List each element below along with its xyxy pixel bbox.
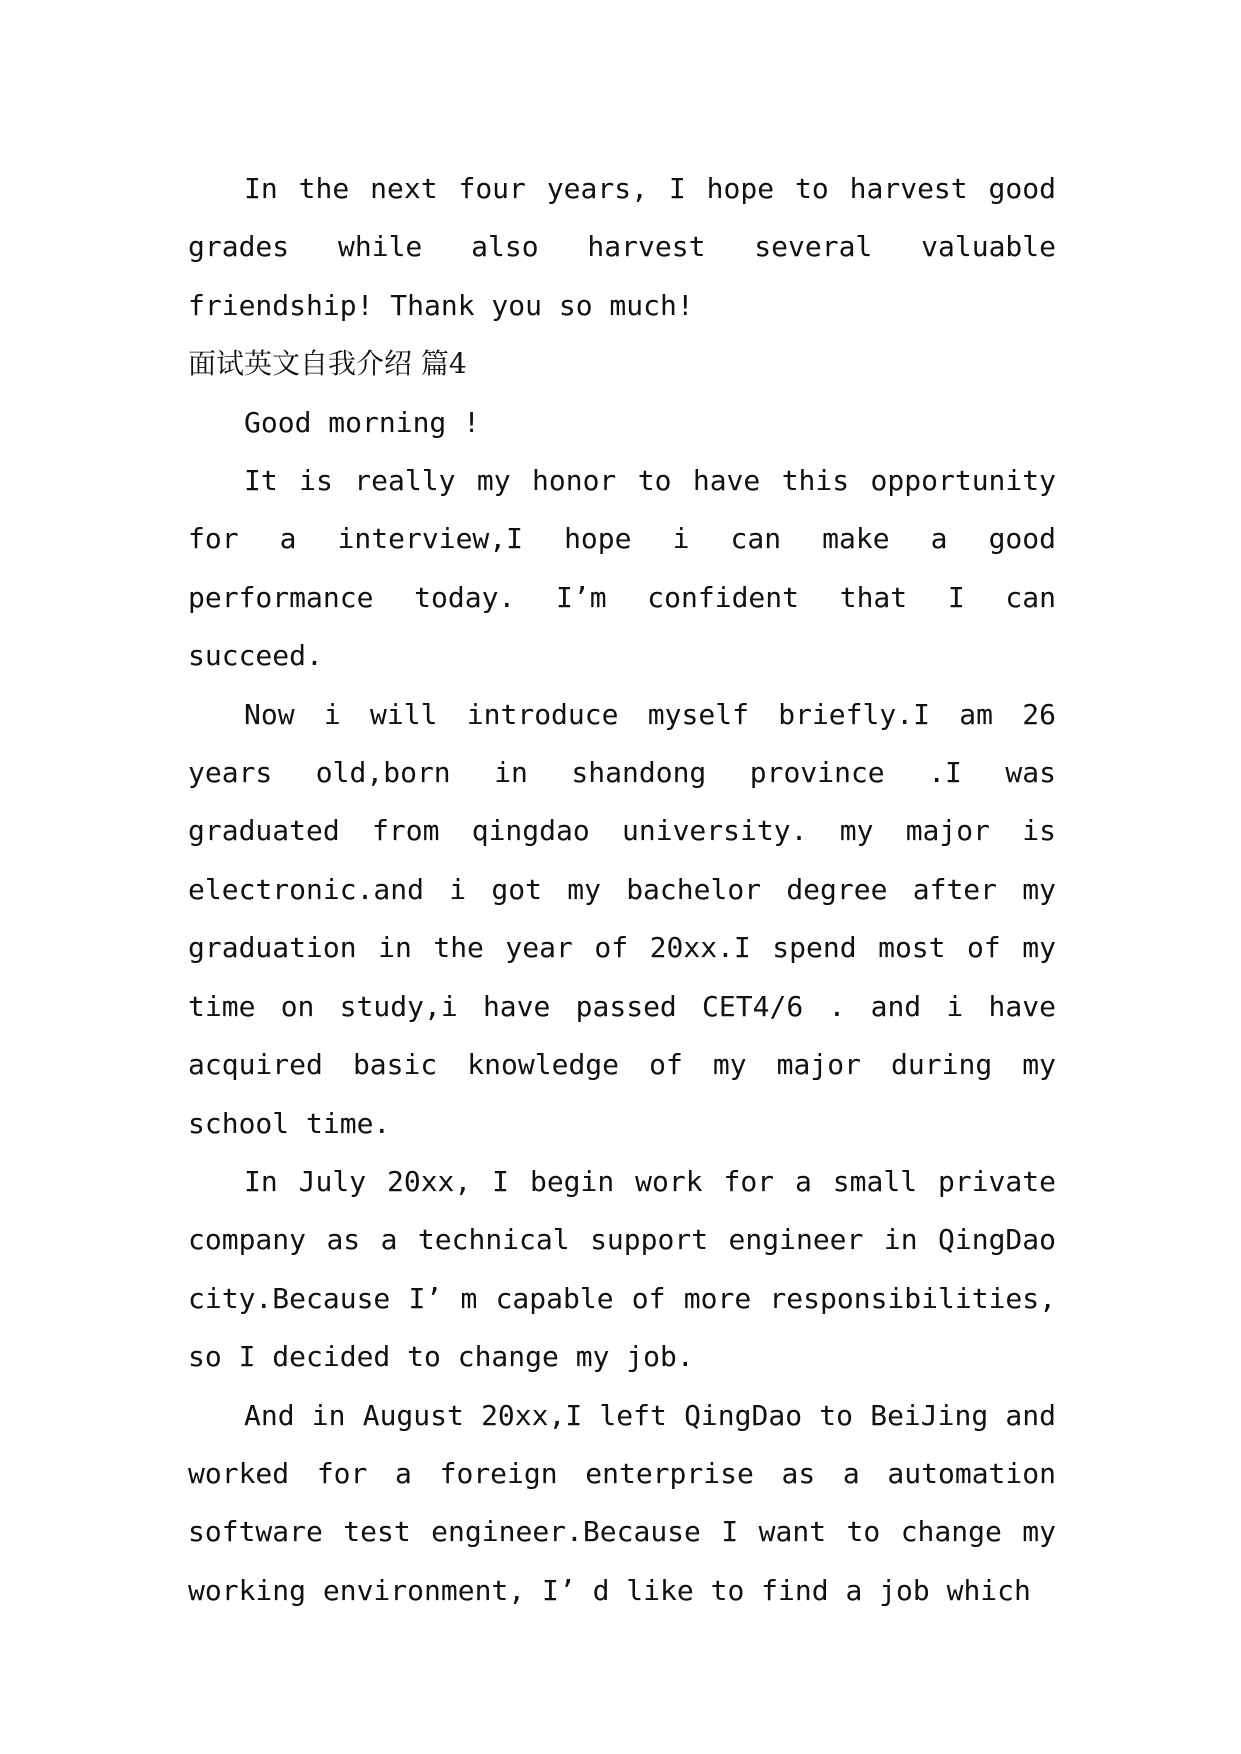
greeting-line: Good morning ! (244, 405, 481, 439)
document-body (188, 160, 1056, 1620)
section-heading: 面试英文自我介绍 篇4 (188, 347, 467, 381)
paragraph-second-job: And in August 20xx,I left QingDao to BeiJing and worked for a foreign enterprise as a automation software test engineer.Because I want to change my working environment, I’ d like to find a job which (188, 1398, 1056, 1607)
paragraph-opening: It is really my honor to have this opportunity for a interview,I hope i can make a good performance today. I’m confident that I can succeed. (188, 464, 1056, 673)
paragraph-introduction: Now i will introduce myself briefly.I am 26 years old,born in shandong province .I was graduated from qingdao university. my major is electronic.and i got my bachelor degree after my graduation in the year of 20xx.I spend most of my time on study,i have passed CET4/6 . and i have acquired basic knowledge of my major during my school time. (188, 697, 1056, 1140)
paragraph-closing-previous: In the next four years, I hope to harvest good grades while also harvest several valuable friendship! Thank you so much! (188, 172, 1056, 322)
paragraph-first-job: In July 20xx, I begin work for a small private company as a technical support engineer in QingDao city.Because I’ m capable of more responsibilities, so I decided to change my job. (188, 1164, 1056, 1374)
